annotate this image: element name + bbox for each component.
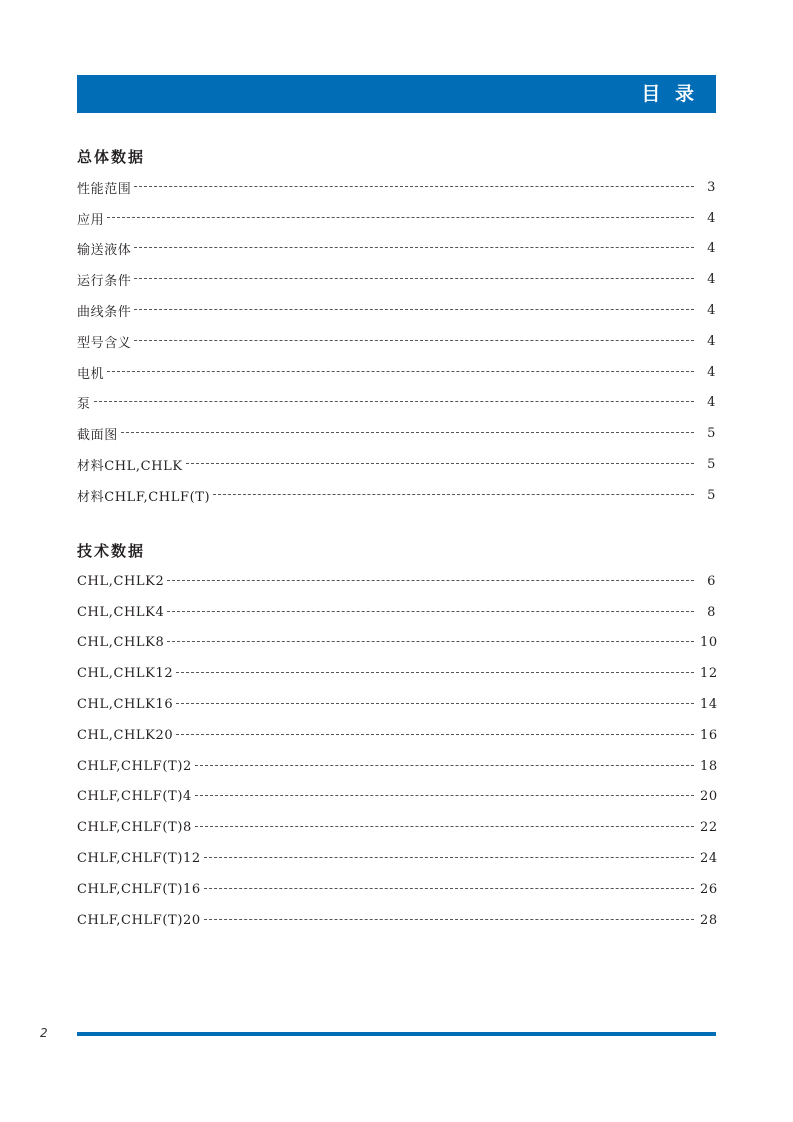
toc-entry-label: CHL,CHLK12: [77, 666, 174, 682]
toc-entry-label: 输送液体: [77, 243, 132, 259]
toc-entry[interactable]: [77, 388, 716, 419]
toc-entry-page: 3: [707, 179, 716, 195]
toc-entry[interactable]: [77, 597, 716, 628]
section-general-data: [77, 146, 716, 511]
toc-list: [77, 566, 716, 936]
dot-leader: [121, 432, 694, 433]
toc-entry-label: CHL,CHLK16: [77, 697, 174, 713]
dot-leader: [107, 217, 694, 218]
toc-entry-page: 12: [700, 666, 718, 682]
dot-leader: [204, 857, 694, 858]
toc-entry-page: 4: [707, 395, 716, 411]
toc-entry[interactable]: [77, 295, 716, 326]
toc-entry-label: CHLF,CHLF(T)4: [77, 789, 192, 805]
toc-entry-label: CHL,CHLK4: [77, 604, 165, 620]
toc-entry-page: 4: [707, 303, 716, 319]
toc-entry-page: 24: [700, 851, 718, 867]
toc-entry-page: 10: [700, 635, 718, 651]
toc-entry-page: 4: [707, 333, 716, 349]
section-title: 技术数据: [77, 542, 146, 560]
dot-leader: [134, 309, 694, 310]
toc-entry-page: 5: [707, 487, 716, 503]
dot-leader: [94, 401, 694, 402]
toc-entry-label: CHLF,CHLF(T)12: [77, 851, 201, 867]
toc-entry-label: CHLF,CHLF(T)16: [77, 881, 201, 897]
toc-entry-page: 28: [700, 912, 718, 928]
toc-entry[interactable]: [77, 905, 716, 936]
toc-entry-label: CHLF,CHLF(T)20: [77, 912, 201, 928]
toc-entry[interactable]: [77, 234, 716, 265]
toc-entry-label: 曲线条件: [77, 305, 132, 321]
dot-leader: [167, 641, 694, 642]
toc-entry-page: 22: [700, 820, 718, 836]
toc-entry-label: CHL,CHLK2: [77, 573, 165, 589]
footer-rule: [77, 1032, 716, 1036]
toc-entry-label: 电机: [77, 366, 105, 382]
toc-entry-label: 材料CHL,CHLK: [77, 459, 183, 475]
toc-entry[interactable]: [77, 326, 716, 357]
toc-entry[interactable]: [77, 480, 716, 511]
toc-entry-page: 5: [707, 457, 716, 473]
dot-leader: [134, 186, 694, 187]
toc-entry[interactable]: [77, 264, 716, 295]
toc-entry-page: 4: [707, 272, 716, 288]
toc-entry[interactable]: [77, 418, 716, 449]
toc-entry-page: 6: [707, 573, 716, 589]
toc-entry[interactable]: [77, 449, 716, 480]
page-number: 2: [40, 1026, 48, 1040]
toc-entry-page: 16: [700, 727, 718, 743]
toc-list: [77, 172, 716, 511]
toc-entry[interactable]: [77, 782, 716, 813]
toc-entry[interactable]: [77, 628, 716, 659]
toc-entry-page: 4: [707, 210, 716, 226]
toc-entry[interactable]: [77, 203, 716, 234]
dot-leader: [176, 734, 694, 735]
dot-leader: [167, 611, 694, 612]
toc-entry-label: 材料CHLF,CHLF(T): [77, 489, 211, 505]
toc-entry[interactable]: [77, 689, 716, 720]
section-title: 总体数据: [77, 148, 146, 166]
dot-leader: [134, 340, 694, 341]
dot-leader: [176, 672, 694, 673]
toc-entry-page: 18: [700, 758, 718, 774]
section-technical-data: [77, 540, 716, 936]
dot-leader: [134, 278, 694, 279]
toc-entry-label: 运行条件: [77, 274, 132, 290]
toc-entry[interactable]: [77, 720, 716, 751]
toc-entry-label: 型号含义: [77, 335, 132, 351]
toc-entry[interactable]: [77, 751, 716, 782]
toc-entry-page: 5: [707, 426, 716, 442]
toc-entry[interactable]: [77, 874, 716, 905]
toc-entry-label: CHL,CHLK20: [77, 727, 174, 743]
dot-leader: [204, 888, 694, 889]
toc-entry-label: CHLF,CHLF(T)2: [77, 758, 192, 774]
dot-leader: [213, 494, 694, 495]
toc-entry-page: 20: [700, 789, 718, 805]
toc-entry[interactable]: [77, 843, 716, 874]
page-title: 目 录: [641, 83, 698, 105]
dot-leader: [195, 765, 694, 766]
toc-entry[interactable]: [77, 658, 716, 689]
toc-entry-page: 14: [700, 697, 718, 713]
dot-leader: [176, 703, 694, 704]
dot-leader: [134, 247, 694, 248]
dot-leader: [167, 580, 694, 581]
toc-entry-label: 泵: [77, 397, 91, 413]
toc-entry[interactable]: [77, 812, 716, 843]
toc-entry-page: 8: [707, 604, 716, 620]
dot-leader: [186, 463, 694, 464]
dot-leader: [195, 826, 694, 827]
toc-entry-label: CHLF,CHLF(T)8: [77, 820, 192, 836]
dot-leader: [195, 795, 694, 796]
toc-entry[interactable]: [77, 566, 716, 597]
toc-entry[interactable]: [77, 172, 716, 203]
toc-entry-page: 26: [700, 881, 718, 897]
header-bar: [77, 75, 716, 113]
toc-entry[interactable]: [77, 357, 716, 388]
toc-entry-label: 性能范围: [77, 181, 132, 197]
toc-entry-label: 应用: [77, 212, 105, 228]
dot-leader: [204, 919, 694, 920]
dot-leader: [107, 371, 694, 372]
toc-entry-label: 截面图: [77, 428, 118, 444]
toc-entry-label: CHL,CHLK8: [77, 635, 165, 651]
toc-entry-page: 4: [707, 241, 716, 257]
toc-entry-page: 4: [707, 364, 716, 380]
